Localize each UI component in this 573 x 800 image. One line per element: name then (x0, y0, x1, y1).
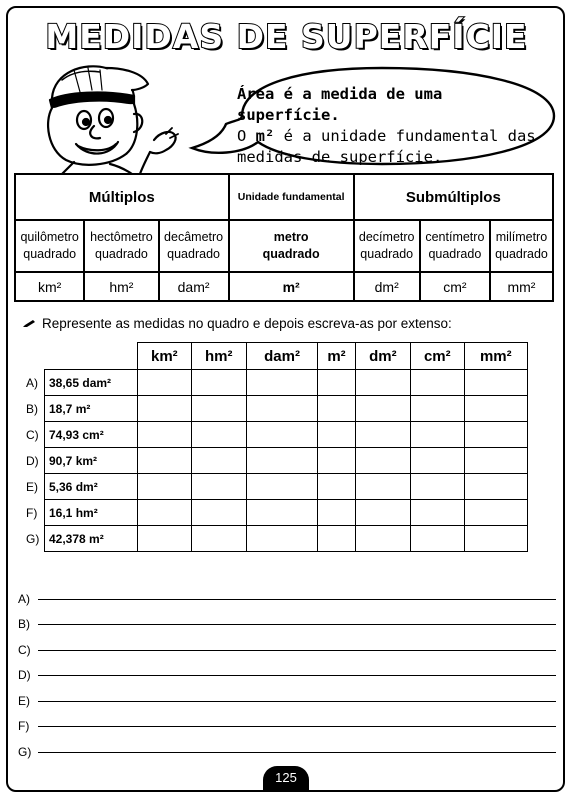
grid-row-d (26, 448, 528, 474)
grid-cell[interactable] (138, 448, 192, 474)
grid-cell[interactable] (410, 422, 464, 448)
grid-cell[interactable] (246, 448, 317, 474)
row-label: E) (26, 479, 38, 494)
row-label: C) (26, 427, 39, 442)
writing-line[interactable] (38, 701, 556, 702)
speech-line-3: medidas de superfície. (237, 148, 443, 166)
answer-line-e[interactable] (18, 682, 556, 708)
grid-cell[interactable] (410, 448, 464, 474)
grid-cell[interactable] (246, 370, 317, 396)
submultiplos-header: Submúltiplos (354, 174, 553, 220)
pencil-icon (22, 319, 36, 329)
grid-cell[interactable] (138, 370, 192, 396)
row-label: G) (26, 531, 40, 546)
unit-abbr-mm2: mm² (490, 272, 553, 301)
measure-value: 74,93 cm² (45, 422, 138, 448)
grid-header-hm2: hm² (191, 343, 246, 370)
grid-cell[interactable] (138, 422, 192, 448)
instruction (22, 316, 452, 331)
writing-line[interactable] (38, 752, 556, 753)
answer-label: B) (18, 617, 30, 631)
unit-name-mm2: milímetro quadrado (490, 220, 553, 272)
grid-cell[interactable] (355, 448, 410, 474)
grid-cell[interactable] (464, 500, 527, 526)
measure-value: 18,7 m² (45, 396, 138, 422)
answer-line-f[interactable] (18, 708, 556, 734)
grid-cell[interactable] (464, 396, 527, 422)
grid-cell[interactable] (191, 448, 246, 474)
grid-cell[interactable] (464, 448, 527, 474)
answer-lines (18, 580, 556, 759)
grid-cell[interactable] (355, 500, 410, 526)
speech-line-2 (237, 126, 549, 147)
writing-line[interactable] (38, 726, 556, 727)
grid-cell[interactable] (138, 396, 192, 422)
grid-header-cm2: cm² (410, 343, 464, 370)
unit-names-row (15, 220, 553, 272)
answer-label: G) (18, 744, 32, 759)
grid-row-a (26, 370, 528, 396)
answer-label: C) (18, 642, 31, 657)
grid-cell[interactable] (464, 370, 527, 396)
measure-value: 5,36 dm² (45, 474, 138, 500)
measure-value: 38,65 dam² (45, 370, 138, 396)
grid-cell[interactable] (355, 396, 410, 422)
grid-cell[interactable] (410, 500, 464, 526)
measure-value: 42,378 m² (45, 526, 138, 552)
multiplos-header: Múltiplos (15, 174, 229, 220)
writing-line[interactable] (38, 624, 556, 625)
grid-corner-2 (45, 343, 138, 370)
instruction-text: Represente as medidas no quadro e depois escreva-as por extenso: (42, 316, 452, 331)
grid-cell[interactable] (246, 474, 317, 500)
speech-text (237, 84, 549, 168)
grid-cell[interactable] (318, 422, 355, 448)
grid-header-km2: km² (138, 343, 192, 370)
speech-line-2-post: é a unidade fundamental das (274, 127, 536, 145)
row-label: B) (26, 401, 38, 416)
grid-cell[interactable] (355, 474, 410, 500)
grid-cell[interactable] (138, 474, 192, 500)
writing-line[interactable] (38, 650, 556, 651)
grid-cell[interactable] (318, 526, 355, 552)
writing-line[interactable] (38, 599, 556, 600)
answer-label: A) (18, 591, 30, 606)
grid-header-dm2: dm² (355, 343, 410, 370)
grid-cell[interactable] (355, 422, 410, 448)
grid-cell[interactable] (318, 474, 355, 500)
grid-row-g (26, 526, 528, 552)
grid-cell[interactable] (410, 370, 464, 396)
speech-line-2-bold: m² (255, 127, 275, 145)
grid-row-b (26, 396, 528, 422)
grid-cell[interactable] (246, 422, 317, 448)
speech-line-1: Área é a medida de uma superfície. (237, 85, 443, 124)
unit-abbr-km2: km² (15, 272, 84, 301)
grid-cell[interactable] (464, 526, 527, 552)
grid-cell[interactable] (355, 526, 410, 552)
unit-abbr-cm2: cm² (420, 272, 490, 301)
answer-label: E) (18, 693, 30, 708)
page-number: 125 (263, 766, 309, 792)
grid-cell[interactable] (318, 448, 355, 474)
grid-cell[interactable] (464, 422, 527, 448)
answer-line-g[interactable] (18, 733, 556, 759)
unit-name-km2: quilômetro quadrado (15, 220, 84, 272)
row-label: A) (26, 375, 38, 390)
grid-cell[interactable] (355, 370, 410, 396)
writing-line[interactable] (38, 675, 556, 676)
grid-cell[interactable] (246, 500, 317, 526)
measure-value: 16,1 hm² (45, 500, 138, 526)
grid-cell[interactable] (191, 370, 246, 396)
grid-cell[interactable] (138, 500, 192, 526)
grid-cell[interactable] (318, 396, 355, 422)
answer-line-a[interactable] (18, 580, 556, 606)
grid-cell[interactable] (191, 474, 246, 500)
speech-line-2-pre: O (237, 127, 256, 145)
grid-cell[interactable] (191, 422, 246, 448)
grid-row-e (26, 474, 528, 500)
unit-abbr-hm2: hm² (84, 272, 158, 301)
grid-cell[interactable] (318, 370, 355, 396)
grid-corner (26, 343, 45, 370)
exercise-grid (26, 342, 528, 552)
units-table (14, 173, 554, 302)
answer-line-d[interactable] (18, 657, 556, 683)
grid-cell[interactable] (191, 396, 246, 422)
row-label: D) (26, 453, 39, 468)
grid-header-m2: m² (318, 343, 355, 370)
answer-label: D) (18, 668, 31, 682)
grid-header-mm2: mm² (464, 343, 527, 370)
answer-line-c[interactable] (18, 631, 556, 657)
unidade-fundamental-header: Unidade fundamental (229, 174, 354, 220)
grid-cell[interactable] (410, 474, 464, 500)
grid-cell[interactable] (138, 526, 192, 552)
answer-label: F) (18, 719, 30, 733)
grid-row-f (26, 500, 528, 526)
answer-line-b[interactable] (18, 606, 556, 632)
unit-name-cm2: centímetro quadrado (420, 220, 490, 272)
grid-header-dam2: dam² (246, 343, 317, 370)
boy-illustration (14, 58, 184, 174)
unit-name-m2: metro quadrado (229, 220, 354, 272)
grid-cell[interactable] (191, 500, 246, 526)
unit-abbr-row (15, 272, 553, 301)
unit-name-hm2: hectômetro quadrado (84, 220, 158, 272)
unit-abbr-dam2: dam² (159, 272, 229, 301)
grid-row-c (26, 422, 528, 448)
grid-cell[interactable] (191, 526, 246, 552)
unit-abbr-dm2: dm² (354, 272, 420, 301)
grid-cell[interactable] (246, 396, 317, 422)
grid-cell[interactable] (410, 396, 464, 422)
grid-cell[interactable] (464, 474, 527, 500)
measure-value: 90,7 km² (45, 448, 138, 474)
grid-header-row (26, 343, 528, 370)
unit-name-dam2: decâmetro quadrado (159, 220, 229, 272)
grid-cell[interactable] (246, 526, 317, 552)
unit-abbr-m2: m² (229, 272, 354, 301)
row-label: F) (26, 505, 38, 520)
page-title: MEDIDAS DE SUPERFÍCIE (45, 16, 528, 56)
grid-cell[interactable] (410, 526, 464, 552)
unit-name-dm2: decímetro quadrado (354, 220, 420, 272)
grid-cell[interactable] (318, 500, 355, 526)
